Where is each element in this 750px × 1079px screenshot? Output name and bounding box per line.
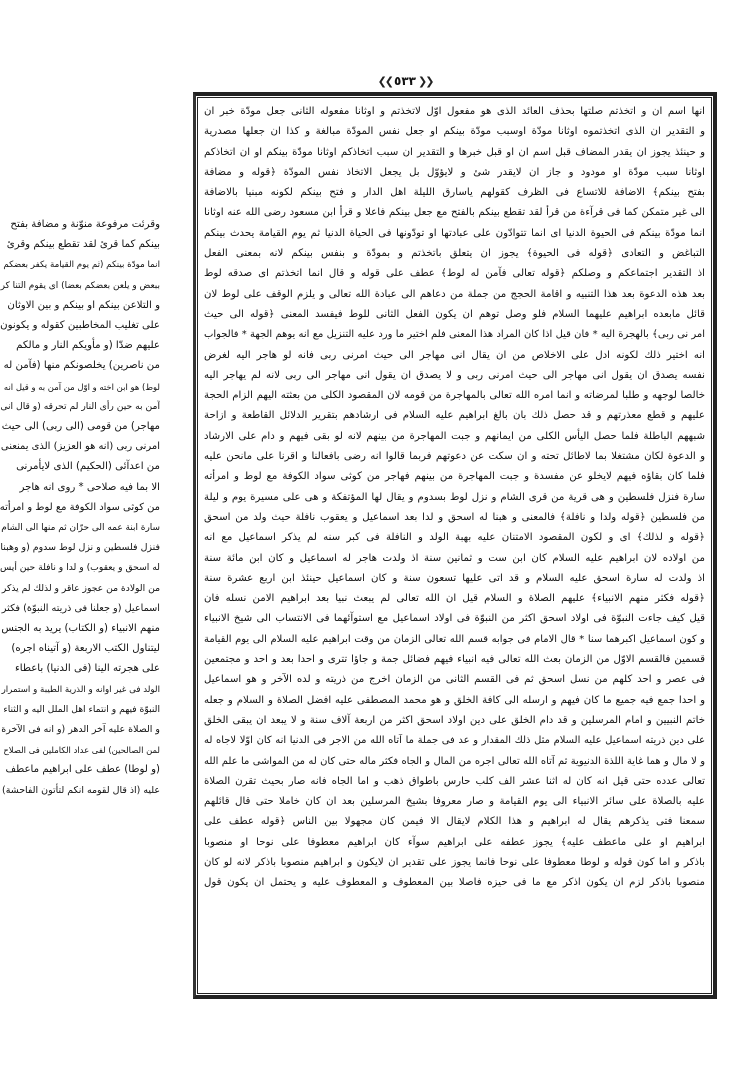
main-commentary — [204, 102, 705, 989]
margin-text-line: و التلاعن بينكم او بينكم و بين الاوثان — [7, 299, 160, 311]
commentary-frame — [193, 92, 717, 999]
main-text-line: اذ التقدير اجتماعكم و وصلكم ﴿قوله تعالى فآمن له لوط﴾ عطف على قوله و قال انما اتخذتم اى صدقه لوط — [204, 268, 705, 280]
margin-text-line: امرنى ربى (انه هو العزيز) الذى يمنعنى — [0, 441, 160, 453]
main-text-line: و حينئذ يجوز ان يقدر المضاف قبل اسم ان او قبل خبرها و التقدير ان سبب اتخاذكم اوثانا مودّة بينكم او ان اتخاذكم — [204, 146, 705, 158]
main-text-line: تعالى عدده حتى قيل انه كان له اثنا عشر الف كلب حارس باطواق ذهب و اما الجاه فانه صار بحيث تقرن الصلاة — [204, 775, 705, 787]
margin-text-line: عليهم ضدّا (و مأويكم النار و مالكم — [16, 340, 160, 352]
main-text-line: بفتح بينكم﴾ الاضافة للاتساع فى الظرف كقولهم ياسارق الليلة اهل الدار و فتح بينكم لكونه مبنيا بالاضافة — [204, 187, 705, 199]
main-text-line: نفسه يصدق ان يقول انى مهاجر الى حيث امرنى ربى و لا يصدق ان يقول انى مهاجر الى ربى لانه لم يهاجر اليه — [204, 369, 705, 381]
main-text-line: انه اختير ذلك لكونه ادل على الاخلاص من ان يقال انى مهاجر الى حيث امرنى ربى فانه لو هاجر اليه لغرض — [204, 349, 705, 361]
main-text-line: انما مودّة بينكم فى الحيوة الدنيا اى انما تتوادّون على عبادتها او تودّونها فى الحياة الدنيا ثم يوم القيامة يحدث بينكم — [204, 227, 705, 239]
main-text-line: قائل مابعده ابراهيم عليهما السلام فلو وصل توهم ان يكون الفعل الثانى للوط فيفسد المعنى ﴿قوله الى حيث — [204, 308, 705, 320]
main-text-line: اوثانا سبب مودّة او مودود و جاز ان لايقدر شئ و لايؤوّل بل يجعل الاتخاذ نفس المودّة ﴿قوله و مضافة — [204, 166, 705, 178]
main-text-line: خالصا لوجهه و طلبا لمرضاته و انما امره الله تعالى بالمهاجرة من قومه لان المقصود الكلى من بعثته اليهم الزام الحجة — [204, 390, 705, 402]
margin-text-line: لوط) هو ابن اخته و اوّل من آمن به و قيل انه — [3, 381, 160, 392]
margin-text-line: بينكم كما قرئ لقد تقطع بينكم وقرئ — [6, 239, 160, 251]
page-number: ٥٣٣ — [394, 74, 416, 88]
main-text-line: عليه بالصلاة على سائر الانبياء الى يوم القيامة و صار معروفا بشيخ المرسلين بعد ان كان خاملا حتى قال قائلهم — [204, 796, 705, 808]
main-text-line: سارة فنزل فلسطين و هى قرية من قرى الشام و نزل لوط بسدوم و يقال لها المؤتفكة و هى على مسيرة يوم و ليلة — [204, 491, 705, 503]
main-text-line: و الدعوة لكان مشتغلا بما لاطائل تحته و ان سكت عن دعوتهم فربما قالوا انه رضى بافعالنا و اقرنا على مانحن عليه — [204, 451, 705, 463]
main-text-line: و التقدير ان الذى اتخذتموه اوثانا مودّة اوسبب مودّة بينكم او جعل نفس المودّة مبالغة و كذا ان جعلها مصدرية — [204, 126, 705, 138]
main-text-line: و احدا جمع فيه جميع ما كان فيهم و ارسله الى كافة الخلق و هو محمد المصطفى عليه افضل الصلاة و السلام و جعله — [204, 694, 705, 706]
margin-text-line: على هجرته الينا (فى الدنيا) باعطاء — [14, 663, 160, 675]
main-text-line: على دين ذريته اسماعيل عليه السلام مثل ذلك المقدار و عد فى جملة ما آتاه الله من الاجر فى الدنيا انه كان اوّلا لاجاه له — [204, 735, 705, 747]
margin-text-line: مهاجر) من قومى (الى ربى) الى حيث — [1, 421, 160, 433]
main-text-line: شبههم الباطلة فلما حصل اليأس الكلى من ايمانهم و جبت المهاجرة من بينهم لانه لو بقى فيهم و دام على الارشاد — [204, 430, 705, 442]
margin-text-line: ببعض و يلعن بعضكم بعضا) اى يقوم التنا كر — [0, 280, 160, 291]
page-number-ornament — [370, 72, 440, 90]
margin-text-line: ليتناول الكتب الاربعة (و آتيناه اجره) — [11, 643, 160, 655]
main-text-line: الى غير متمكن كما فى قرآءة من قرأ لقد تقطع بينكم بالفتح مع جعل بينكم فاعلا و قرأ ابن مسعود رضى الله عنه اوثانا — [204, 207, 705, 219]
main-text-line: بعد هذه الدعوة بعد هذا التنبيه و اقامة الحجج من جملة من دعاهم الى عبادة الله تعالى و يلزم الوقف على لوط لان — [204, 288, 705, 300]
margin-text-line: الا بما فيه صلاحى * روى انه هاجر — [19, 481, 160, 493]
main-text-line: ابراهيم او على ماعطف عليه﴾ يجوز عطفه على ابراهيم سوآء كان ابراهيم معطوفا على نوحا او منصوبا — [204, 836, 705, 848]
main-text-line: التباغض و التعادى ﴿قوله فى الحيوة﴾ يجوز ان يتعلق باتخذتم و بمودّة و بنفس بينكم لانه بمعنى الفعل — [204, 248, 705, 260]
main-text-line: سمعنا فتى يذكرهم يقال له ابراهيم و هذا الكلام لايقال الا فيمن كان مجهولا بين الناس ﴿قوله عطف على — [204, 816, 705, 828]
margin-text-line: على تغليب المخاطبين كقوله و يكونون — [0, 320, 160, 332]
margin-text-line: لمن الصالحين) لفى عداد الكاملين فى الصلاح — [3, 745, 160, 756]
main-text-line: ﴿قوله و لذلك﴾ اى و لكون المقصود الامتنان عليه بهبة الولد و النافلة فى كبر سنه لم يذكر اسماعيل مع انه — [204, 532, 705, 544]
ornament-left-icon: ❮❮ — [377, 74, 392, 88]
margin-text-line: وقرئت مرفوعة منوّنة و مضافة بفتح — [10, 219, 160, 230]
margin-text-line: و الصلاة عليه آخر الدهر (و انه فى الآخرة — [1, 724, 160, 736]
margin-text-line: انما مودّة بينكم (ثم يوم القيامة يكفر بعضكم — [3, 260, 160, 271]
margin-text-line: (و لوطا) عطف على ابراهيم ماعطف — [5, 764, 160, 776]
main-text-line: و لا مال و هما غاية اللذة الدنيوية ثم آتاه الله تعالى اجره من المال و الجاه فكثر ماله حتى كان له من المواشى ما علم الله — [204, 755, 705, 767]
margin-text-line: من الولادة من عجوز عاقر و لذلك لم يذكر — [1, 582, 160, 594]
margin-text-line: عليه (اذ قال لقومه انكم لتأتون الفاحشة) — [2, 784, 160, 796]
main-text-line: منصوبا باذكر لزم ان يكون اذكر مع ما فى حيزه فاصلا بين المعطوف و المعطوف عليه و يحتمل ان يكون قول — [204, 877, 705, 889]
main-text-line: من اولاده لان ابراهيم عليه السلام كان ابن ست و ثمانين سنة اذ ولدت هاجر له اسماعيل و كان ابن مائة سنة — [204, 552, 705, 564]
main-text-line: فى عصر و احد كلهم من نسل اسحق ثم فى القسم الثانى من الزمان اخرج من ذريته و لده الآخر و هو اسماعيل — [204, 674, 705, 686]
main-text-line: من فلسطين ﴿قوله ولدا و نافلة﴾ فالمعنى و هبنا له اسحق و لدا بعد اسماعيل و يعقوب نافلة حيث ولد من اسحق — [204, 511, 705, 523]
margin-text-line: اسماعيل (و جعلنا فى ذريته النبوّة) فكثر — [1, 602, 160, 614]
main-text-line: قسمين فالقسم الاوّل من الزمان بعث الله تعالى فيه انبياء فيهم فضائل جمة و جاؤا تترى و احدا بعد و احد و مجتمعين — [204, 654, 705, 666]
margin-text-line: منهم الانبياء (و الكتاب) يريد به الجنس — [1, 623, 160, 635]
main-text-line: امر نى ربى﴾ بالهجرة اليه * فان قيل اذا كان المراد هذا المعنى فلم اختير ما ورد عليه التنزيل مع انه يوهم الجهة * فالجواب — [204, 329, 705, 341]
main-text-line: باذكر و اما كون قوله و لوطا معطوفا على نوحا فانما يجوز على تقدير ان لايكون و ابراهيم منصوبا باذكر لانه لو كان — [204, 856, 705, 868]
margin-text-line: من ناصرين) يخلصونكم منها (فآمن له — [3, 360, 160, 372]
main-text-line: انها اسم ان و اتخذتم صلتها بحذف العائد الذى هو مفعول اوّل لاتخذتم و اوثانا مفعوله الثانى جعل مودّة خبر ان — [204, 106, 705, 117]
main-text-line: خاتم النبيين و امام المرسلين و قد دام الخلق على دين اولاد اسحق اكثر من اربعة آلاف سنة و لا يبعد ان يبقى الخلق — [204, 714, 705, 726]
main-text-line: و كون اسماعيل اكبرهما سنا * قال الامام فى جوابه قسم الله تعالى الزمان من وقت ابراهيم عليه السلام الى يوم القيامة — [204, 633, 705, 645]
margin-text-line: آمن به حين رأى النار لم تحرقه (و قال انى — [0, 400, 160, 412]
margin-text-line: فنزل فلسطين و نزل لوط سدوم (و وهبنا — [0, 542, 160, 554]
main-text-line: عليهم و قطع معذرتهم و قد حصل ذلك بان بالغ ابراهيم عليه السلام فى ارشادهم بتقرير الدلائل القاطعة و ازاحة — [204, 410, 705, 422]
margin-text-line: له اسحق و يعقوب) و لدا و نافلة حين أيس — [0, 562, 160, 574]
main-text-line: ﴿قوله فكثر منهم الانبياء﴾ عليهم الصلاة و السلام قيل ان الله تعالى لم يبعث نبيا بعد ابراهيم الامن نسله فان — [204, 593, 705, 605]
margin-text-line: من كوثى سواد الكوفة مع لوط و امرأته — [0, 501, 160, 513]
ornament-right-icon: ❯❯ — [417, 74, 433, 88]
margin-text-line: الولد فى غير اوانه و الذرية الطيبة و استمرار — [1, 684, 160, 695]
main-text-line: قيل كيف جاءت النبوّة فى اولاد اسحق اكثر من النبوّة فى اولاد اسماعيل مع استوآئهما فى الانتساب الى شيخ الانبياء — [204, 613, 705, 625]
main-text-line: فلما كان بقاؤه فيهم لايخلو عن مفسدة و جبت المهاجرة من بينهم فهاجر من كوثى سواد الكوفة مع لوط و امرأته — [204, 471, 705, 483]
margin-text-line: النبوّة فيهم و انتماء اهل الملل اليه و الثناء — [3, 703, 160, 715]
main-text-line: اذ ولدت له سارة اسحق عليه السلام و قد اتى عليها تسعون سنة و كان اسماعيل حينئذ ابن اربع عشرة سنة — [204, 572, 705, 584]
margin-commentary — [0, 215, 160, 945]
margin-text-line: سارة ابنة عمه الى حرّان ثم منها الى الشام — [1, 523, 160, 534]
margin-text-line: من اعدآئى (الحكيم) الذى لايأمرنى — [16, 461, 160, 473]
